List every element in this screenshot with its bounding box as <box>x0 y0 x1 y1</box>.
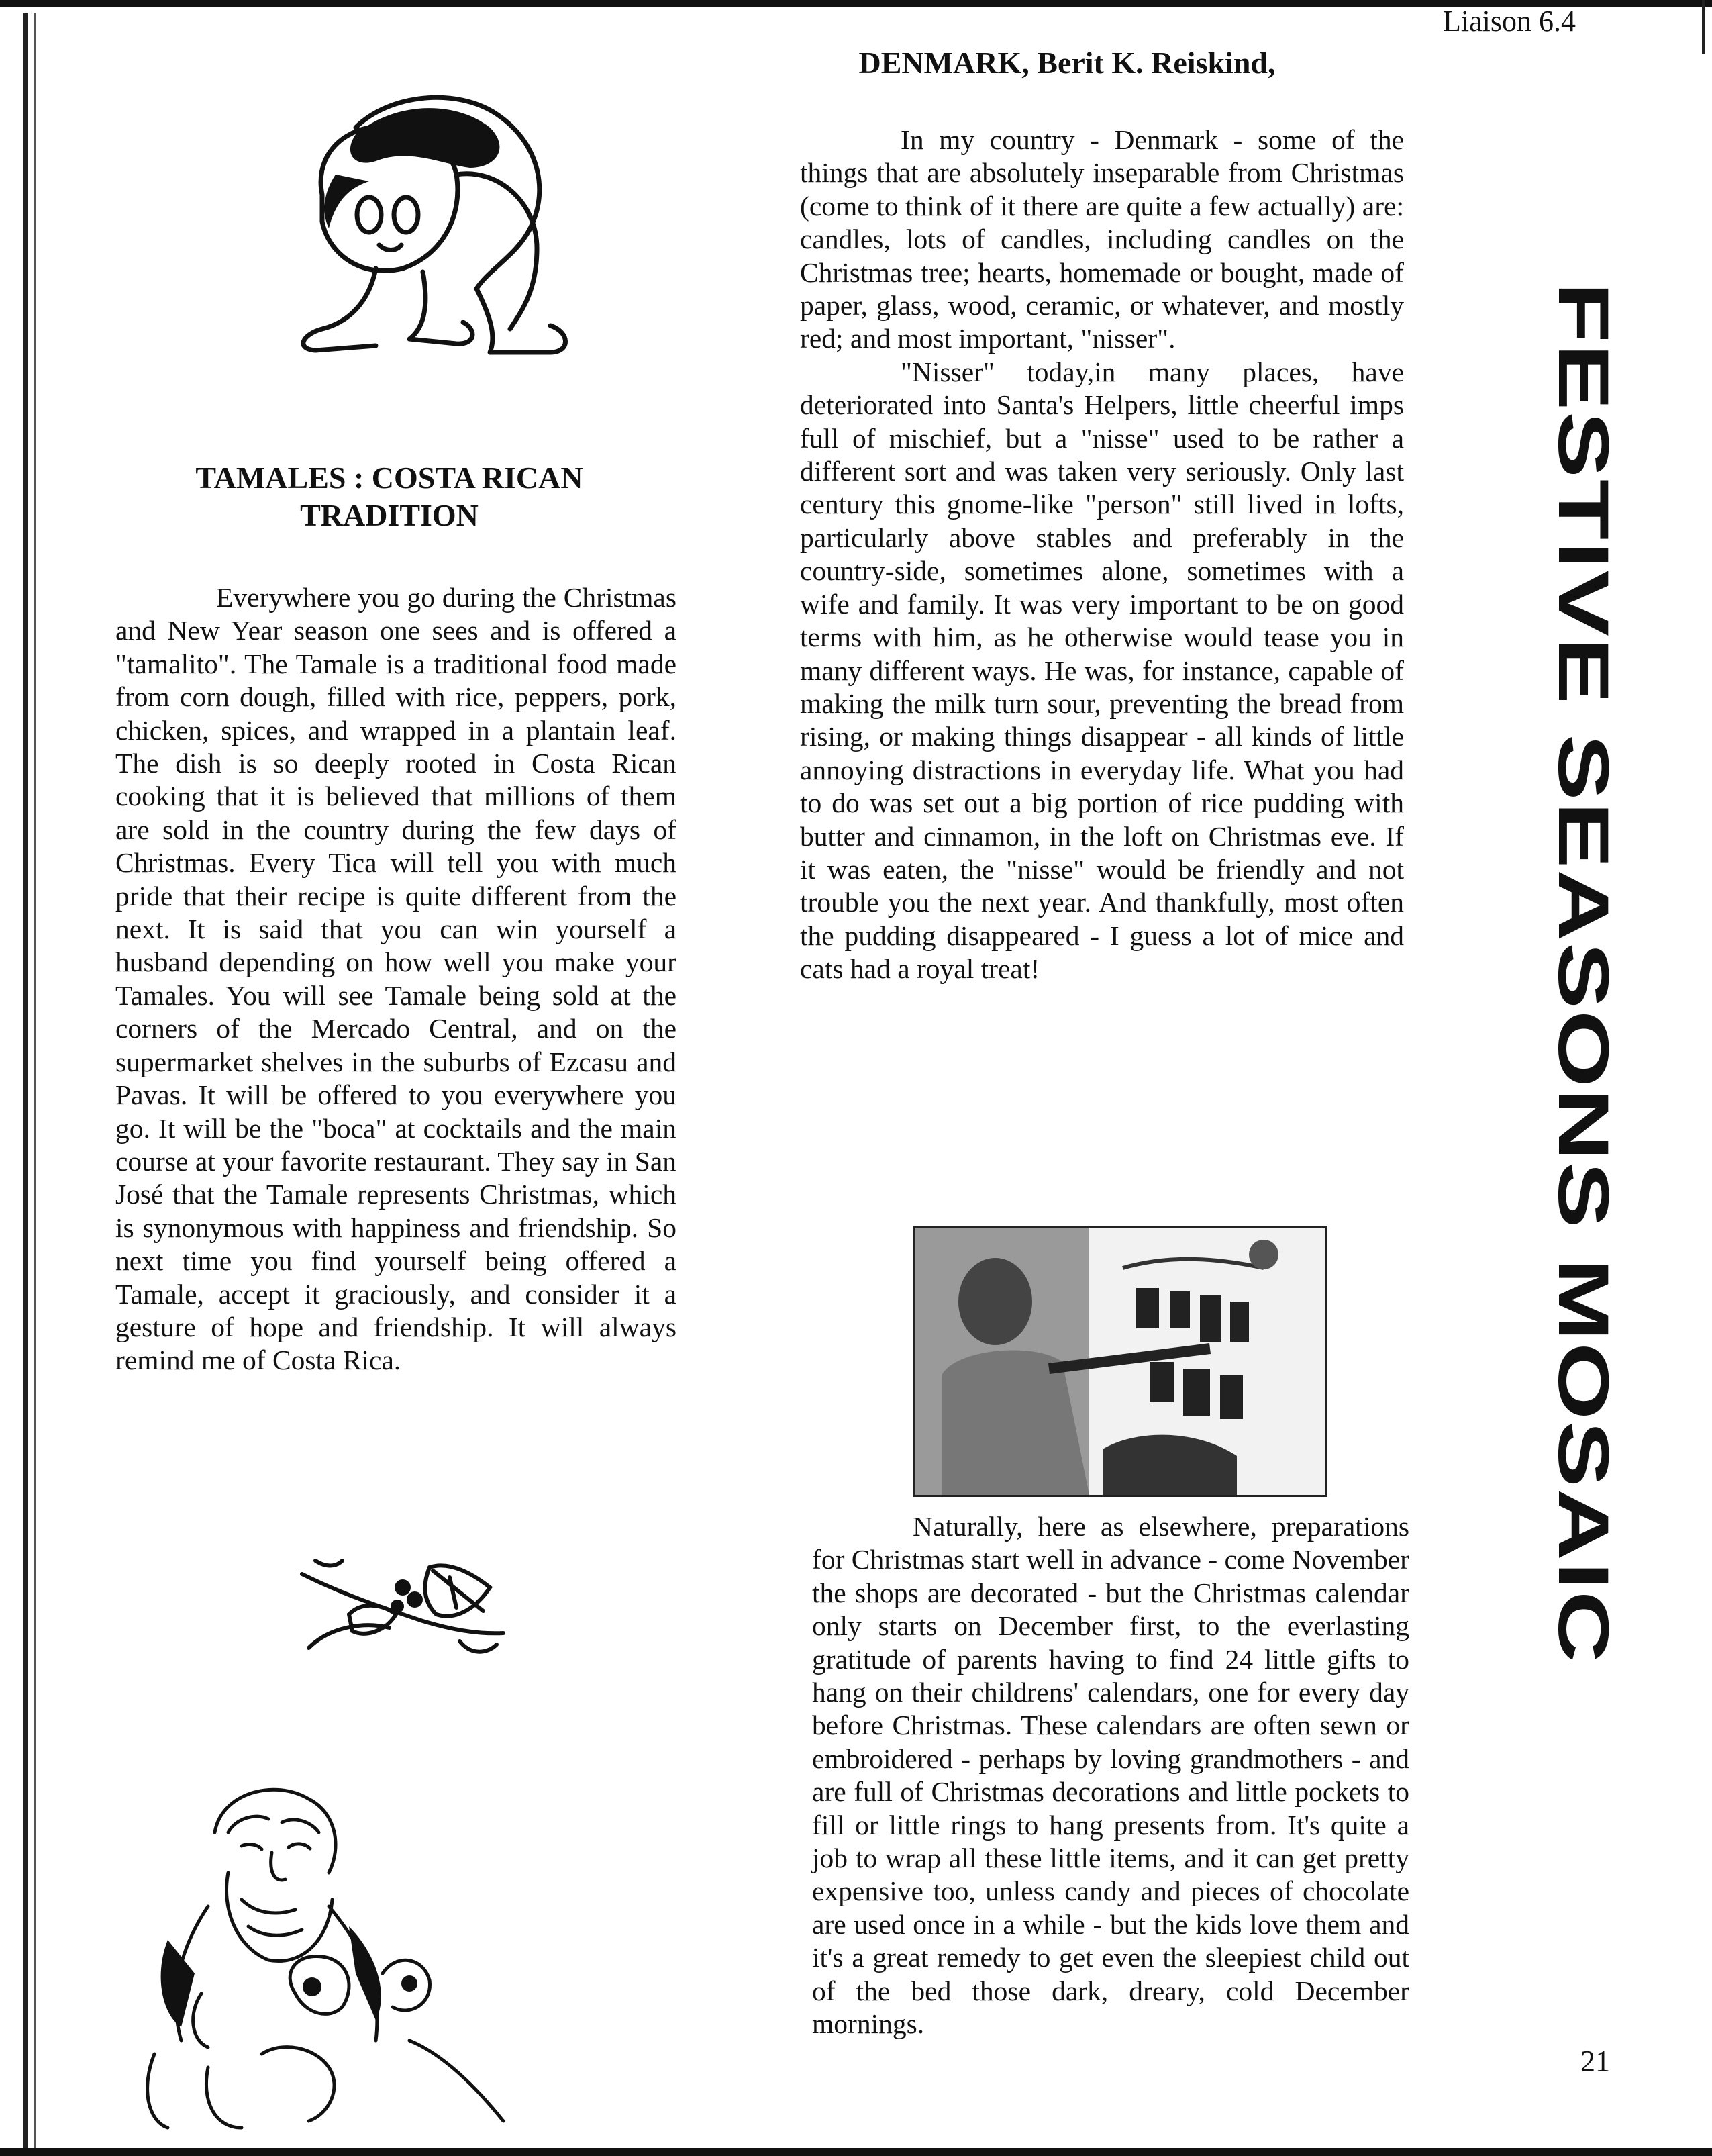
page-number: 21 <box>1580 2045 1610 2077</box>
right-article-body-lower <box>812 1510 1409 2041</box>
right-corner-rule <box>1702 0 1705 54</box>
santa-claus-sketch <box>128 1772 557 2135</box>
right-article-paragraph-3: Naturally, here as elsewhere, preparations for Christmas start well in advance - come November the shops are decorated - but the Christmas calendar only starts on December first, to the everlasting gratitude of parents having to find 24 little gifts to hang on their childrens' calendars, one for every day before Christmas. These calendars are often sewn or embroidered - perhaps by loving grandmothers - and are full of Christmas decorations and little pockets to fill or little rings to hang presents from. It's quite a job to wrap all these little items, and it can get pretty expensive too, unless candy and pieces of chocolate are used once in a while - but the kids love them and it's a great remedy to get even the sleepiest child out of the bed those dark, dreary, cold December mornings. <box>812 1511 1409 2040</box>
left-article-paragraph: Everywhere you go during the Christmas and New Year season one sees and is offered a "tamalito". The Tamale is a traditional food made from corn dough, filled with rice, peppers, pork, chicken, spices, and wrapped in a plantain leaf. The dish is so deeply rooted in Costa Rican cooking that it is believed that millions of them are sold in the country during the few days of Christmas. Every Tica will tell you with much pride that their recipe is quite different from the next. It is said that you can win yourself a husband depending on how well you make your Tamales. You will see Tamale being sold at the corners of the Mercado Central, and on the supermarket shelves in the suburbs of Ezcasu and Pavas. It will be offered to you everywhere you go. It will be the "boca" at cocktails and the main course at your favorite restaurant. They say in San José that the Tamale represents Christmas, which is synonymous with happiness and friendship. So next time you find yourself being offered a Tamale, accept it graciously, and consider it a gesture of hope and friendship. It will always remind me of Costa Rica. <box>115 582 676 1376</box>
child-cartoon-illustration <box>255 87 591 369</box>
right-article-paragraph-2: "Nisser" today,in many places, have deteriorated into Santa's Helpers, little cheerful imps full of mischief, but a "nisse" used to be rather a different sort and was taken very seriously. Only last century this gnome-like "person" still lived in lofts, particularly above stables and preferably in the country-side, sometimes alone, sometimes with a wife and family. It was very important to be on good terms with him, as he otherwise would tease you in many different ways. He was, for instance, capable of making the milk turn sour, preventing the bread from rising, or making things disappear - all kinds of little annoying distractions in everyday life. What you had to do was set out a big portion of rice pudding with butter and cinnamon, in the loft on Christmas eve. If it was eaten, the "nisse" would be friendly and not trouble you the next year. And thankfully, most often the pudding disappeared - I guess a lot of mice and cats had a royal treat! <box>800 356 1404 985</box>
left-headline-line1: TAMALES : COSTA RICAN <box>195 460 583 495</box>
left-binding-rule-inner <box>34 13 36 2156</box>
bottom-border-rule <box>0 2148 1712 2156</box>
left-binding-rule <box>23 13 28 2156</box>
left-headline-line2: TRADITION <box>300 498 479 532</box>
christmas-calendar-photo <box>913 1226 1327 1497</box>
left-article-body <box>115 581 676 1377</box>
right-article-headline: DENMARK, Berit K. Reiskind, <box>858 46 1276 80</box>
side-title: FESTIVE SEASONS MOSAIC <box>1543 282 1623 1664</box>
right-article-paragraph-1: In my country - Denmark - some of the things that are absolutely inseparable from Christmas (come to think of it there are quite a few actually) are: candles, lots of candles, including candles on the Christmas tree; hearts, homemade or bought, made of paper, glass, wood, ceramic, or whatever, and mostly red; and most important, "nisser". <box>800 124 1404 354</box>
left-article-headline <box>114 459 664 534</box>
right-article-body-upper <box>800 124 1404 986</box>
running-head: Liaison 6.4 <box>1443 5 1576 38</box>
holly-sprig-illustration <box>289 1547 510 1661</box>
